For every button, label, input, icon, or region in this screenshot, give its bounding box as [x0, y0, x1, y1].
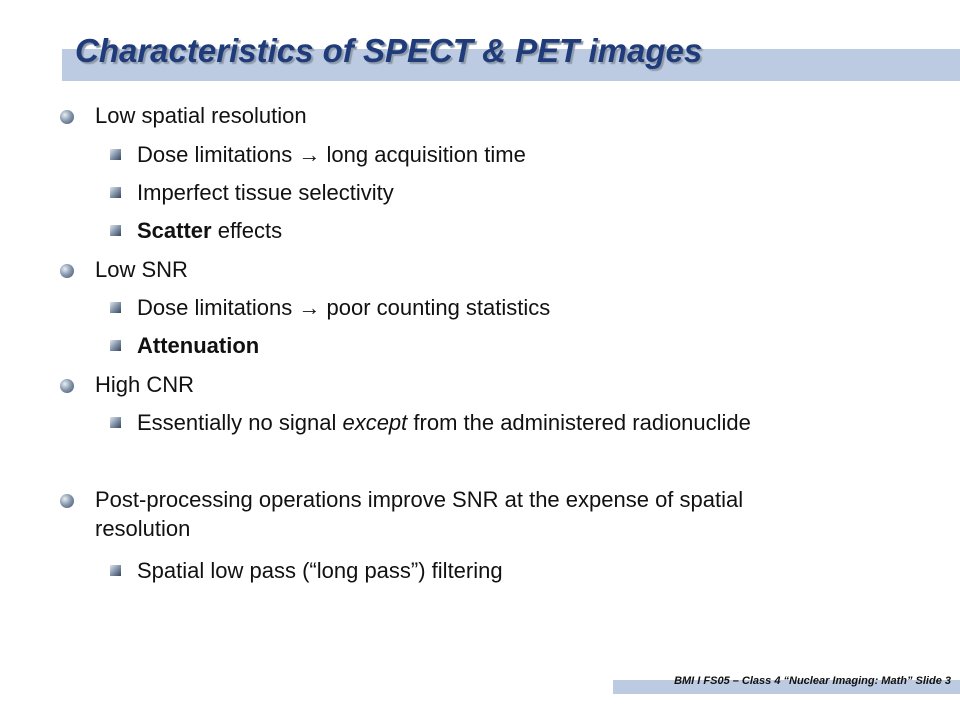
sub-bullet-attenuation: Attenuation [137, 333, 260, 358]
sub-bullet-icon [110, 187, 121, 198]
signal-post: from the administered radionuclide [407, 410, 751, 435]
bullet-low-snr: Low SNR [95, 257, 188, 282]
sub-bullet-icon [110, 417, 121, 428]
bullet-low-spatial-resolution: Low spatial resolution [95, 103, 307, 128]
sub-bullet-low-pass: Spatial low pass (“long pass”) filtering [137, 558, 503, 583]
sub-bullet-signal [137, 408, 751, 438]
sub-bullet-dose-acquisition: Dose limitations → long acquisition time [137, 142, 526, 167]
signal-except: except [342, 410, 408, 435]
bullet-icon [60, 264, 74, 278]
bullet-post-processing-line2: resolution [95, 516, 191, 541]
bullet-high-cnr: High CNR [95, 372, 195, 397]
scatter-term: Scatter [137, 218, 212, 243]
sub-bullet-icon [110, 149, 121, 160]
bullet-icon [60, 379, 74, 393]
slide-footer: BMI I FS05 – Class 4 “Nuclear Imaging: Math” Slide 3 [674, 675, 951, 687]
sub-bullet-icon [110, 225, 121, 236]
sub-bullet-dose-counting: Dose limitations → poor counting statistics [137, 295, 551, 320]
bullet-icon [60, 494, 74, 508]
slide-title: Characteristics of SPECT & PET images [75, 32, 703, 69]
scatter-rest: effects [211, 218, 283, 243]
sub-bullet-icon [110, 340, 121, 351]
bullet-post-processing-line1: Post-processing operations improve SNR at the expense of spatial [95, 487, 744, 512]
sub-bullet-tissue-selectivity: Imperfect tissue selectivity [137, 180, 394, 205]
bullet-icon [60, 110, 74, 124]
signal-pre: Essentially no signal [137, 410, 343, 435]
sub-bullet-scatter [137, 216, 282, 246]
sub-bullet-icon [110, 302, 121, 313]
sub-bullet-icon [110, 565, 121, 576]
